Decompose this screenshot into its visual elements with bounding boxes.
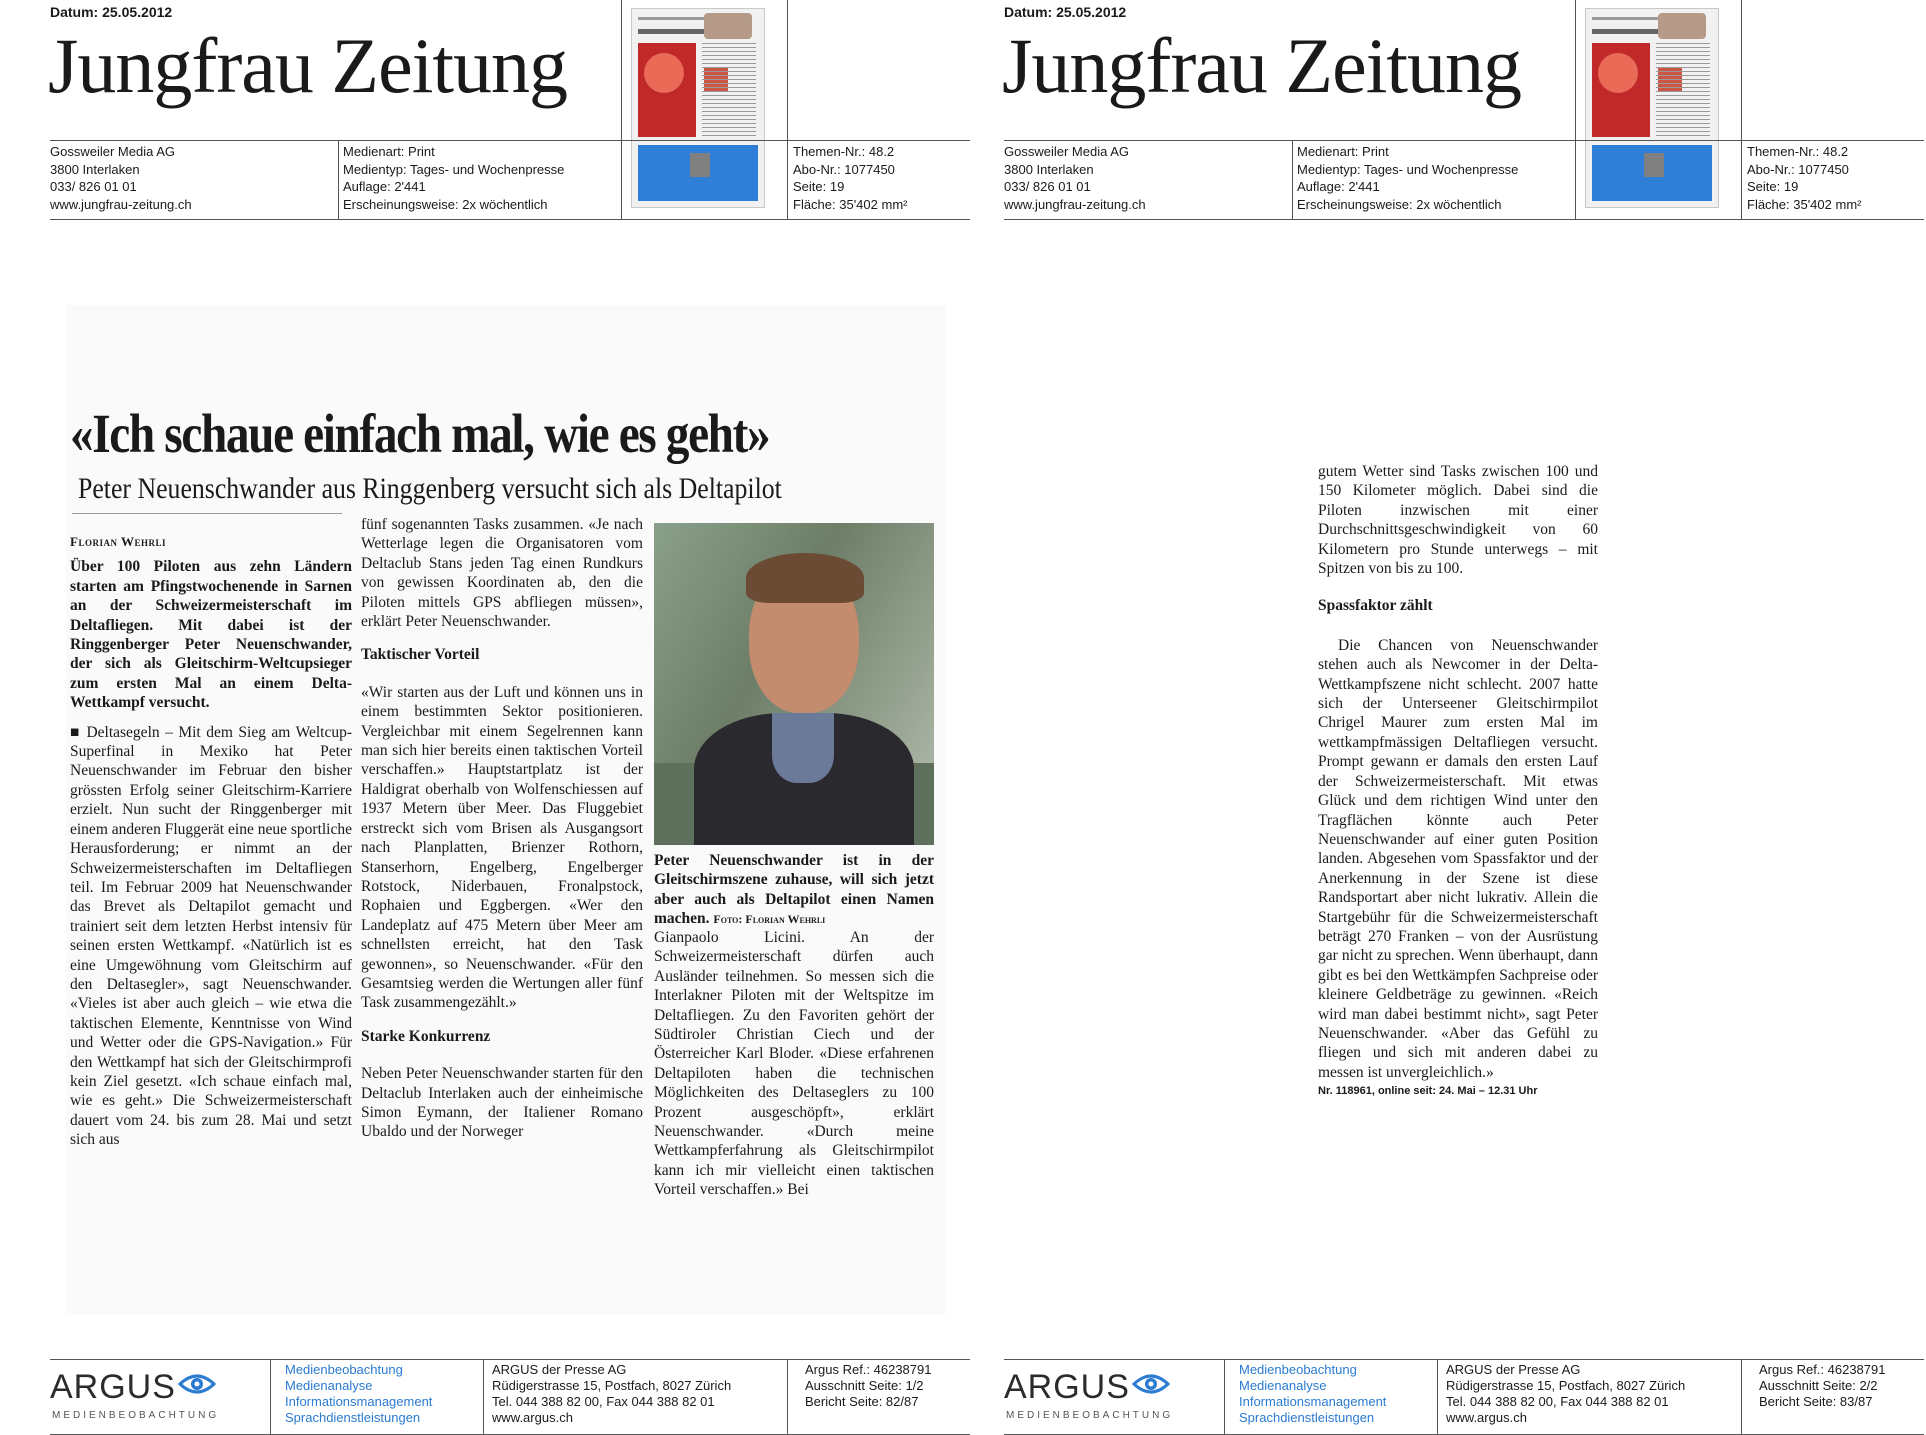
media-info: Medienart: Print Medientyp: Tages- und Wochenpresse Auflage: 2'441 Erscheinungsweise: 2x wöchentlich (343, 144, 565, 212)
article-body-col2-p2: «Wir starten aus der Luft und können uns in einem bestimmten Sektor positionieren. Vergleichbar mit einem Segelrennen kann man sich hier bereits einen taktischen Vorteil verschaffen.» Hauptstartplatz ist der Haldigrat oberhalb von Wolfenschiessen auf 1937 Metern über Meer. Das Fluggebiet erstreckt sich vom Brisen als Ausgangsort nach Planplatten, Brienzer Rothorn, Stanserhorn, Engelberg, Engelberger Rotstock, Niderbauen, Fronalpstock, Rophaien und Eggbergen. «Wer den Landeplatz auf 475 Metern über Meer am schnellsten erreicht, hat den Task gewonnen», so Neuenschwander. «Für den Gesamtsieg werden die Wertungen aller fünf Task zusammengezählt.» (361, 683, 643, 1012)
publisher-info: Gossweiler Media AG 3800 Interlaken 033/ 826 01 01 www.jungfrau-zeitung.ch (50, 144, 192, 212)
article-column-2 (361, 515, 643, 1142)
article-body-col2-p1: fünf sogenannten Tasks zusammen. «Je nach Wetterlage legen die Organisatoren vom Deltaclub Stans jeden Tag einen Rundkurs von gewissen Koordinaten ab, den die Piloten mittels GPS abfliegen müssen», erklärt Peter Neuenschwander. (361, 516, 643, 631)
ref-info: Themen-Nr.: 48.2 Abo-Nr.: 1077450 Seite: 19 Fläche: 35'402 mm² (793, 144, 908, 212)
portrait-photo (654, 523, 934, 845)
article-cont-p1: gutem Wetter sind Tasks zwischen 100 und 150 Kilometer möglich. Dabei sind die Piloten inzwischen mit einer Durchschnittsgeschwindigkeit von 60 Kilometern pro Stunde unterwegs – mit Spitzen von bis zu 100. (1318, 463, 1598, 578)
article-column-3 (654, 928, 934, 1200)
article-ref-number: Nr. 118961, online seit: 24. Mai – 12.31 Uhr (1318, 1085, 1538, 1098)
argus-logo: ARGUS (1004, 1368, 1130, 1406)
argus-address: ARGUS der Presse AG Rüdigerstrasse 15, Postfach, 8027 Zürich Tel. 044 388 82 00, Fax 044 388 82 01 www.argus.ch (492, 1362, 732, 1425)
masthead: Jungfrau Zeitung (1002, 22, 1522, 109)
page-thumbnail (1585, 8, 1719, 208)
clipping-page-1 (0, 0, 960, 1425)
photo-credit: Foto: Florian Wehrli (713, 912, 826, 927)
article-body-col1: ■ Deltasegeln – Mit dem Sieg am Weltcup-Superfinal in Mexiko hat Peter Neuenschwander im Februar den bisher grössten Erfolg seiner Gleitschirm-Karriere erzielt. Nun sucht der Ringgenberger mit einem anderen Fluggerät eine neue sportliche Herausforderung; er nimmt an der Schweizermeisterschaften im Deltafliegen teil. Im Februar 2009 hat Neuenschwander das Brevet als Deltapilot gemacht und trainiert seit dem letzten Herbst intensiv für seinen ersten Wettkampf. «Natürlich ist es eine Umgewöhnung vom Gleitschirm auf den Deltasegler», sagt Neuenschwander. «Vieles ist aber auch gleich – wie etwa die taktischen Elemente, Kenntnisse von Wind und Wetter oder die GPS-Navigation.» Für den Wettkampf hat sich der Gleitschirmprofi kein Ziel gesetzt. «Ich schaue einfach mal, wie es geht.» Die Schweizermeisterschaft dauert vom 24. bis zum 28. Mai und setzt sich aus (70, 723, 352, 1149)
masthead: Jungfrau Zeitung (48, 22, 568, 109)
argus-services: Medienbeobachtung Medienanalyse Informationsmanagement Sprachdienstleistungen (285, 1362, 433, 1425)
argus-subtitle: MEDIENBEOBACHTUNG (52, 1410, 220, 1421)
argus-ref: Argus Ref.: 46238791 Ausschnitt Seite: 1/2 Bericht Seite: 82/87 (805, 1362, 932, 1409)
argus-logo: ARGUS (50, 1368, 176, 1406)
article-continuation (1318, 462, 1598, 1102)
argus-eye-icon (178, 1370, 216, 1398)
article-body-col3: Gianpaolo Licini. An der Schweizermeisterschaft dürfen auch Ausländer teilnehmen. So messen sich die Interlakner Piloten mit der Weltspitze im Deltafliegen. Zu den Favoriten gehört der Südtiroler Christian Ciech und der Österreicher Karl Bloder. «Diese erfahrenen Deltapiloten haben die technischen Möglichkeiten des Deltaseglers zu 100 Prozent ausgeschöpft», erklärt Neuenschwander. «Durch meine Wettkampferfahrung als Gleitschirmpilot kann ich mir vielleicht einen taktischen Vorteil verschaffen.» Bei (654, 929, 934, 1199)
intertitle-spassfaktor: Spassfaktor zählt (1318, 597, 1433, 615)
photo-caption: Peter Neuenschwander ist in der Gleitschirmszene zuhause, will sich jetzt aber auch als Deltapilot einen Namen machen. Foto: Florian Wehrli (654, 852, 934, 928)
intertitle-taktischer-vorteil: Taktischer Vorteil (361, 646, 480, 664)
author: Florian Wehrli (70, 534, 166, 549)
article-cont-p2: Die Chancen von Neuenschwander stehen auch als Newcomer in der Delta-Wettkampfszene nicht schlecht. 2007 hatte sich der Unterseener Gleitschirmpilot Chrigel Maurer zum ersten Mal im wettkampfmässigen Deltafliegen versucht. Prompt gewann er damals den ersten Lauf der Schweizermeisterschaft. Mit etwas Glück und dem richtigen Wind unter den Tragflächen könnte auch Peter Neuenschwander auf einer guten Position landen. Abgesehen vom Spassfaktor und der Anerkennung in der Szene ist diese Randsportart aber nicht lukrativ. Allein die Startgebühr für die Schweizermeisterschaft beträgt 270 Franken – von der Ausrüstung gar nicht zu sprechen. Wenn überhaupt, dann gibt es bei den Wettkämpfen Sachpreise oder kleinere Geldbeträge zu gewinnen. «Reich wird man dabei bestimmt nicht», sagt Peter Neuenschwander. «Aber das Gefühl zu fliegen und sich mit anderen dabei zu messen ist unvergleichlich.» (1318, 636, 1598, 1081)
argus-subtitle: MEDIENBEOBACHTUNG (1006, 1410, 1174, 1421)
page-thumbnail (631, 8, 765, 208)
publisher-info: Gossweiler Media AG 3800 Interlaken 033/ 826 01 01 www.jungfrau-zeitung.ch (1004, 144, 1146, 212)
argus-ref: Argus Ref.: 46238791 Ausschnitt Seite: 2/2 Bericht Seite: 83/87 (1759, 1362, 1886, 1409)
argus-address: ARGUS der Presse AG Rüdigerstrasse 15, Postfach, 8027 Zürich Tel. 044 388 82 00, Fax 044 388 82 01 www.argus.ch (1446, 1362, 1686, 1425)
intertitle-starke-konkurrenz: Starke Konkurrenz (361, 1027, 491, 1045)
clipping-page-2 (954, 0, 1914, 1425)
article-column-1 (70, 532, 352, 1150)
article-subheadline: Peter Neuenschwander aus Ringgenberg versucht sich als Deltapilot (78, 472, 782, 505)
datum: Datum: 25.05.2012 (50, 4, 173, 20)
media-info: Medienart: Print Medientyp: Tages- und Wochenpresse Auflage: 2'441 Erscheinungsweise: 2x wöchentlich (1297, 144, 1519, 212)
argus-eye-icon (1132, 1370, 1170, 1398)
article-headline: «Ich schaue einfach mal, wie es geht» (70, 403, 770, 464)
article-lead: Über 100 Piloten aus zehn Ländern starten am Pfingstwochenende in Sarnen an der Schweizermeisterschaft im Deltafliegen. Mit dabei ist der Ringgenberger Peter Neuenschwander, der sich als Gleitschirm-Weltcupsieger zum ersten Mal an einem Delta-Wettkampf versucht. (70, 558, 352, 712)
argus-services: Medienbeobachtung Medienanalyse Informationsmanagement Sprachdienstleistungen (1239, 1362, 1387, 1425)
datum: Datum: 25.05.2012 (1004, 4, 1127, 20)
ref-info: Themen-Nr.: 48.2 Abo-Nr.: 1077450 Seite: 19 Fläche: 35'402 mm² (1747, 144, 1862, 212)
article-body-col2-p3: Neben Peter Neuenschwander starten für den Deltaclub Interlaken auch der einheimische Simon Eymann, der Italiener Romano Ubaldo und der Norweger (361, 1065, 643, 1141)
